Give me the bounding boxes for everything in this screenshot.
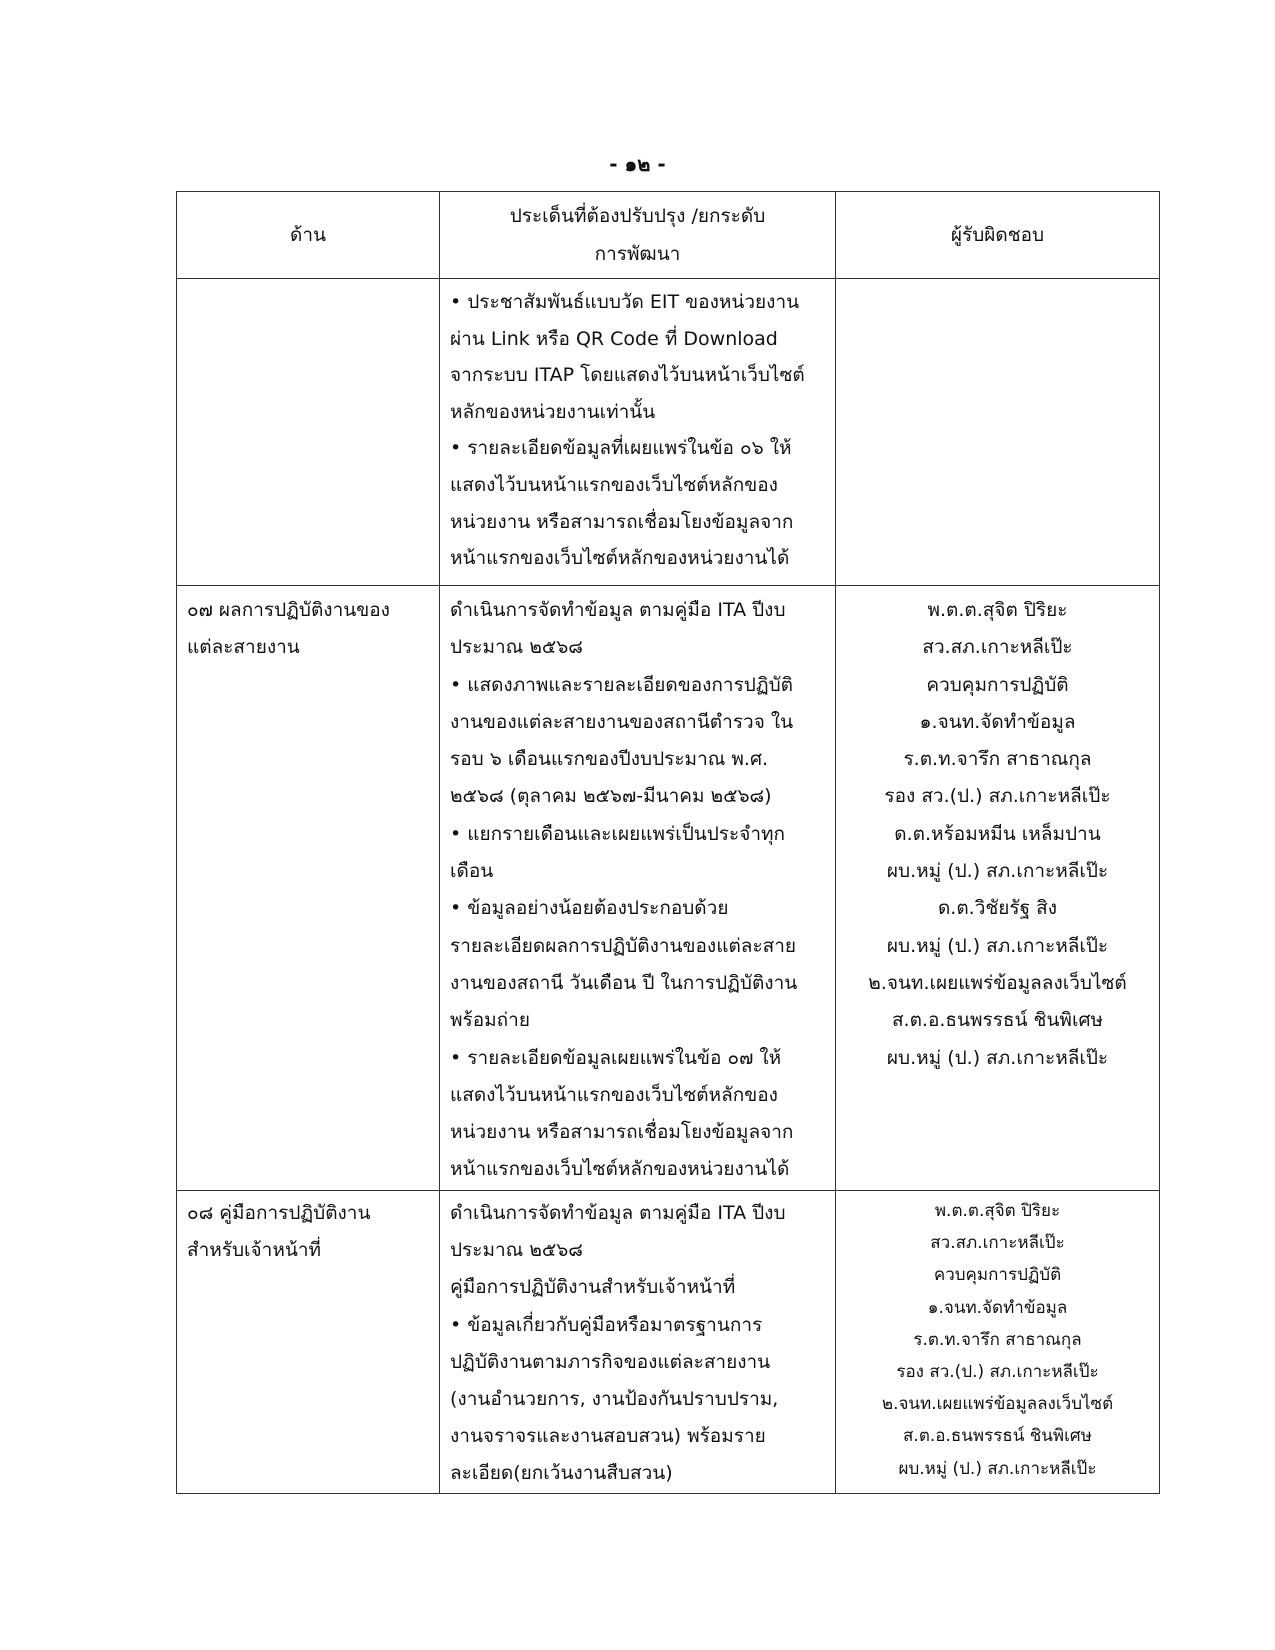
text-line: เดือน	[450, 860, 494, 883]
text-line: ๒๕๖๘ (ตุลาคม ๒๕๖๗-มีนาคม ๒๕๖๘)	[450, 785, 772, 808]
text-line: ประมาณ ๒๕๖๘	[450, 1239, 583, 1262]
text-line: ผบ.หมู่ (ป.) สภ.เกาะหลีเป๊ะ	[886, 860, 1109, 883]
text-line: ดำเนินการจัดทำข้อมูล ตามคู่มือ ITA ปีงบ	[450, 1202, 786, 1224]
responsible-cell	[836, 279, 1160, 586]
text-line: สำหรับเจ้าหน้าที่	[187, 1239, 322, 1262]
text-line: ๑.จนท.จัดทำข้อมูล	[927, 1297, 1068, 1318]
text-line: แสดงไว้บนหน้าแรกของเว็บไซต์หลักของ	[450, 473, 778, 496]
text-line: งานจราจรและงานสอบสวน) พร้อมราย	[450, 1425, 766, 1448]
text-line: • ข้อมูลอย่างน้อยต้องประกอบด้วย	[450, 897, 729, 920]
text-line: • รายละเอียดข้อมูลที่เผยแพร่ในข้อ ๐๖ ให้	[450, 437, 792, 460]
table-header-row	[177, 192, 1160, 279]
text-line: ดำเนินการจัดทำข้อมูล ตามคู่มือ ITA ปีงบ	[450, 599, 786, 621]
issue-cell	[440, 1191, 836, 1494]
text-line: พ.ต.ต.สุจิต ปิริยะ	[927, 599, 1068, 621]
header-issue	[440, 192, 836, 279]
text-line: ผบ.หมู่ (ป.) สภ.เกาะหลีเป๊ะ	[886, 1046, 1109, 1069]
table-row	[177, 1191, 1160, 1494]
text-line: • รายละเอียดข้อมูลเผยแพร่ในข้อ ๐๗ ให้	[450, 1046, 782, 1069]
text-line: รายละเอียดผลการปฏิบัติงานของแต่ละสาย	[450, 934, 797, 957]
text-line: ละเอียด(ยกเว้นงานสืบสวน)	[450, 1462, 673, 1485]
improvement-plan-table	[176, 191, 1160, 1494]
responsible-cell	[836, 1191, 1160, 1494]
text-line: ๑.จนท.จัดทำข้อมูล	[919, 710, 1076, 733]
text-line: พร้อมถ่าย	[450, 1009, 530, 1032]
text-line: แต่ละสายงาน	[187, 636, 300, 659]
text-line: ควบคุมการปฏิบัติ	[933, 1265, 1062, 1286]
text-line: ร.ต.ท.จารึก สาธาณกุล	[903, 748, 1092, 771]
text-line: ประมาณ ๒๕๖๘	[450, 636, 583, 659]
text-line: • ข้อมูลเกี่ยวกับคู่มือหรือมาตรฐานการ	[450, 1313, 763, 1336]
text-line: พ.ต.ต.สุจิต ปิริยะ	[934, 1201, 1061, 1221]
text-line: รอง สว.(ป.) สภ.เกาะหลีเป๊ะ	[896, 1362, 1099, 1383]
header-issue-line: ประเด็นที่ต้องปรับปรุง /ยกระดับ	[509, 205, 766, 227]
text-line: ผ่าน Link หรือ QR Code ที่ Download	[450, 327, 778, 350]
text-line: สว.สภ.เกาะหลีเป๊ะ	[922, 636, 1073, 659]
text-line: ๒.จนท.เผยแพร่ข้อมูลลงเว็บไซต์	[868, 971, 1127, 994]
header-issue-line: การพัฒนา	[594, 243, 681, 265]
text-line: ผบ.หมู่ (ป.) สภ.เกาะหลีเป๊ะ	[886, 934, 1109, 957]
text-line: • แสดงภาพและรายละเอียดของการปฏิบัติ	[450, 673, 794, 696]
text-line: ควบคุมการปฏิบัติ	[926, 673, 1069, 696]
header-responsible: ผู้รับผิดชอบ	[836, 192, 1160, 279]
header-aspect: ด้าน	[177, 192, 440, 279]
aspect-cell	[177, 1191, 440, 1494]
text-line: ส.ต.อ.ธนพรรธน์ ชินพิเศษ	[891, 1009, 1104, 1032]
text-line: ร.ต.ท.จารึก สาธาณกุล	[913, 1329, 1082, 1350]
text-line: • แยกรายเดือนและเผยแพร่เป็นประจำทุก	[450, 822, 786, 845]
text-line: ด.ต.หร้อมหมีน เหล็มปาน	[894, 822, 1101, 845]
text-line: (งานอำนวยการ, งานป้องกันปราบปราม,	[450, 1388, 779, 1411]
text-line: งานของแต่ละสายงานของสถานีตำรวจ ใน	[450, 710, 794, 733]
page-number: - ๑๒ -	[609, 152, 666, 176]
text-line: ส.ต.อ.ธนพรรธน์ ชินพิเศษ	[903, 1426, 1092, 1447]
text-line: • ประชาสัมพันธ์แบบวัด EIT ของหน่วยงาน	[450, 291, 800, 313]
text-line: หน่วยงาน หรือสามารถเชื่อมโยงข้อมูลจาก	[450, 510, 794, 533]
text-line: รอบ ๖ เดือนแรกของปีงบประมาณ พ.ศ.	[450, 748, 769, 771]
issue-cell	[440, 279, 836, 586]
text-line: รอง สว.(ป.) สภ.เกาะหลีเป๊ะ	[884, 785, 1111, 808]
text-line: งานของสถานี วันเดือน ปี ในการปฏิบัติงาน	[450, 971, 798, 994]
text-line: หน้าแรกของเว็บไซต์หลักของหน่วยงานได้	[450, 1158, 790, 1181]
text-line: จากระบบ ITAP โดยแสดงไว้บนหน้าเว็บไซต์	[450, 364, 805, 387]
text-line: ด.ต.วิชัยรัฐ สิง	[937, 897, 1058, 920]
responsible-cell	[836, 586, 1160, 1191]
aspect-cell	[177, 279, 440, 586]
text-line: ปฏิบัติงานตามภารกิจของแต่ละสายงาน	[450, 1350, 771, 1373]
text-line: หน้าแรกของเว็บไซต์หลักของหน่วยงานได้	[450, 547, 790, 570]
table-row	[177, 586, 1160, 1191]
text-line: สว.สภ.เกาะหลีเป๊ะ	[930, 1233, 1065, 1254]
aspect-cell	[177, 586, 440, 1191]
text-line: ๐๗ ผลการปฏิบัติงานของ	[187, 599, 390, 621]
text-line: หลักของหน่วยงานเท่านั้น	[450, 400, 656, 423]
text-line: หน่วยงาน หรือสามารถเชื่อมโยงข้อมูลจาก	[450, 1121, 794, 1144]
table-row	[177, 279, 1160, 586]
text-line: ๒.จนท.เผยแพร่ข้อมูลลงเว็บไซต์	[881, 1394, 1114, 1415]
text-line: ๐๘ คู่มือการปฏิบัติงาน	[187, 1202, 371, 1224]
text-line: คู่มือการปฏิบัติงานสำหรับเจ้าหน้าที่	[450, 1276, 736, 1299]
text-line: ผบ.หมู่ (ป.) สภ.เกาะหลีเป๊ะ	[898, 1458, 1097, 1479]
issue-cell	[440, 586, 836, 1191]
text-line: แสดงไว้บนหน้าแรกของเว็บไซต์หลักของ	[450, 1083, 778, 1106]
